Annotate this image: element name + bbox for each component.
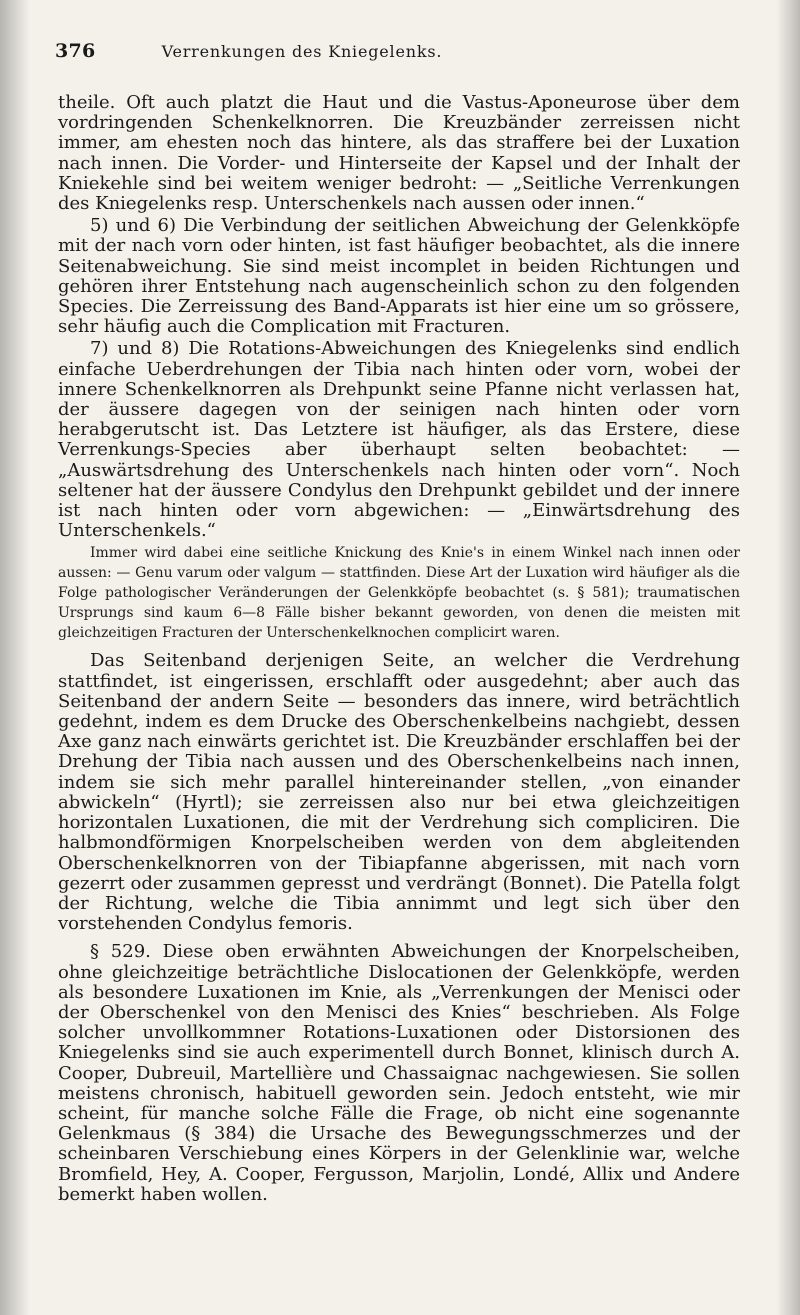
small-print-note: Immer wird dabei eine seitliche Knickung des Knie's in einem Winkel nach innen oder aussen: — Genu varum oder valgum — stattfinden. Diese Art der Luxation wird häufiger als die Folge pathologischer Veränderungen der Gelenkköpfe beobachtet (s. § 581); traumatischen Ursprungs sind kaum 6—8 Fälle bisher bekannt geworden, von denen die meisten mit gleichzeitigen Fracturen der Unterschenkelknochen complicirt waren.	[58, 545, 740, 642]
scan-right-shadow	[776, 0, 800, 1315]
paragraph-1: theile. Oft auch platzt die Haut und die Vastus-Aponeurose über dem vordringenden Schenkelknorren. Die Kreuzbänder zerreissen nicht immer, am ehesten noch das hintere, als das straffere bei der Luxation nach innen. Die Vorder- und Hinterseite der Kapsel und der Inhalt der Kniekehle sind bei weitem weniger bedroht: — „Seitliche Verrenkungen des Kniegelenks resp. Unterschenkels nach aussen oder innen.“	[58, 92, 740, 215]
main-text	[58, 93, 740, 1205]
scan-left-shadow	[0, 0, 30, 1315]
paragraph-3: 7) und 8) Die Rotations-Abweichungen des Kniegelenks sind endlich einfache Ueberdrehungen der Tibia nach hinten oder vorn, wobei der innere Schenkelknorren als Drehpunkt seine Pfanne nicht verlassen hat, der äussere dagegen von der seinigen nach hinten oder vorn herabgerutscht ist. Das Letztere ist häufiger, als das Erstere, diese Verrenkungs-Species aber überhaupt selten beobachtet: — „Auswärtsdrehung des Unterschenkels nach hinten oder vorn“. Noch seltener hat der äussere Condylus den Drehpunkt gebildet und der innere ist nach hinten oder vorn abgewichen: — „Einwärtsdrehung des Unterschenkels.“	[58, 338, 740, 542]
paragraph-2: 5) und 6) Die Verbindung der seitlichen Abweichung der Gelenkköpfe mit der nach vorn oder hinten, ist fast häufiger beobachtet, als die innere Seitenabweichung. Sie sind meist incomplet in beiden Richtungen und gehören ihrer Entstehung nach augenscheinlich schon zu den folgenden Species. Die Zerreissung des Band-Apparats ist hier eine um so grössere, sehr häufig auch die Complication mit Fracturen.	[58, 215, 740, 338]
running-head: Verrenkungen des Kniegelenks.	[161, 42, 443, 61]
paragraph-section-529: § 529. Diese oben erwähnten Abweichungen der Knorpelscheiben, ohne gleichzeitige beträchtliche Dislocationen der Gelenkköpfe, werden als besondere Luxationen im Knie, als „Verrenkungen der Menisci oder der Oberschenkel von den Menisci des Knies“ beschrieben. Als Folge solcher unvollkommner Rotations-Luxationen oder Distorsionen des Kniegelenks sind sie auch experimentell durch Bonnet, klinisch durch A. Cooper, Dubreuil, Martellière und Chassaignac nachgewiesen. Sie sollen meistens chronisch, habituell geworden sein. Jedoch entsteht, wie mir scheint, für manche solche Fälle die Frage, ob nicht eine sogenannte Gelenkmaus (§ 384) die Ursache des Bewegungsschmerzes und der scheinbaren Verschiebung eines Körpers in der Gelenklinie war, welche Bromfield, Hey, A. Cooper, Fergusson, Marjolin, Londé, Allix und Andere bemerkt haben wollen.	[58, 941, 740, 1205]
page-number: 376	[55, 40, 96, 62]
paragraph-4: Das Seitenband derjenigen Seite, an welcher die Verdrehung stattfindet, ist eingerissen, erschlafft oder ausgedehnt; aber auch das Seitenband der andern Seite — besonders das innere, wird beträchtlich gedehnt, indem es dem Drucke des Oberschenkelbeins nachgiebt, dessen Axe ganz nach einwärts gerichtet ist. Die Kreuzbänder erschlaffen bei der Drehung der Tibia nach aussen und des Oberschenkelbeins nach innen, indem sie sich mehr parallel hintereinander stellen, „von einander abwickeln“ (Hyrtl); sie zerreissen also nur bei etwa gleichzeitigen horizontalen Luxationen, die mit der Verdrehung sich compliciren. Die halbmondförmigen Knorpelscheiben werden von dem abgleitenden Oberschenkelknorren von der Tibiapfanne abgerissen, mit nach vorn gezerrt oder zusammen gepresst und verdrängt (Bonnet). Die Patella folgt der Richtung, welche die Tibia annimmt und legt sich über den vorstehenden Condylus femoris.	[58, 650, 740, 935]
page-header	[55, 40, 745, 64]
